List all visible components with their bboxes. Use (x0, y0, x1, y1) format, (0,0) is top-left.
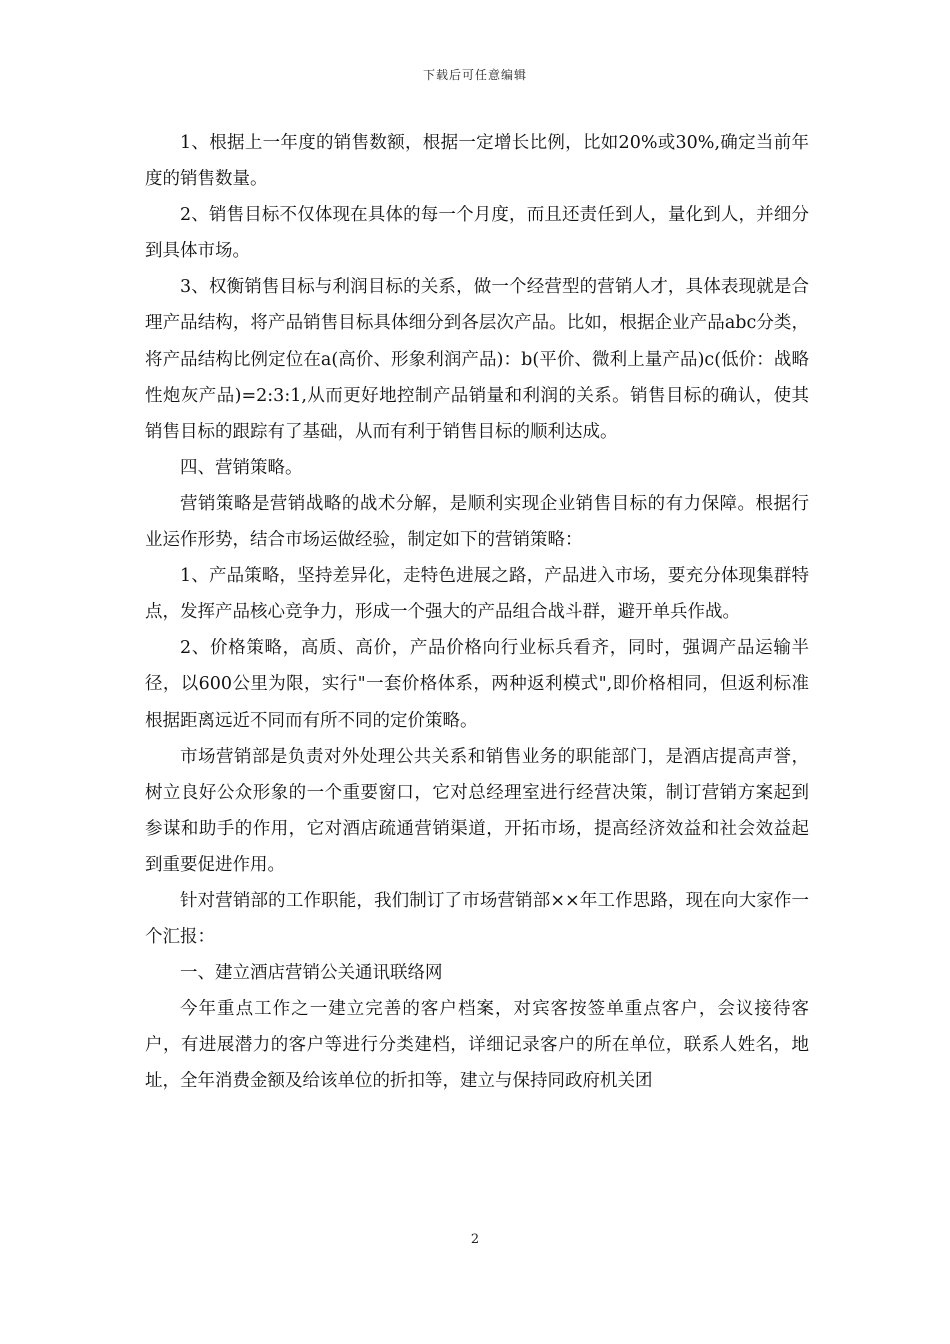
paragraph-sales-target-3: 3、权衡销售目标与利润目标的关系，做一个经营型的营销人才，具体表现就是合理产品结构，将产品销售目标具体细分到各层次产品。比如，根据企业产品abc分类，将产品结构比例定位在a(高价、形象利润产品)：b(平价、微利上量产品)c(低价：战略性炮灰产品)=2:3:1,从而更好地控制产品销量和利润的关系。销售目标的确认，使其销售目标的跟踪有了基础，从而有利于销售目标的顺利达成。 (145, 277, 809, 442)
paragraph-product-strategy: 1、产品策略，坚持差异化，走特色进展之路，产品进入市场，要充分体现集群特点，发挥产品核心竞争力，形成一个强大的产品组合战斗群，避开单兵作战。 (145, 566, 809, 623)
document-body (145, 125, 809, 1100)
paragraph-strategy-intro: 营销策略是营销战略的战术分解，是顺利实现企业销售目标的有力保障。根据行业运作形势，结合市场运做经验，制定如下的营销策略： (145, 493, 809, 551)
paragraph-marketing-department: 市场营销部是负责对外处理公共关系和销售业务的职能部门，是酒店提高声誉，树立良好公众形象的一个重要窗口，它对总经理室进行经营决策，制订营销方案起到参谋和助手的作用，它对酒店疏通营销渠道，开拓市场，提高经济效益和社会效益起到重要促进作用。 (145, 746, 809, 875)
paragraph-sales-target-1: 1、根据上一年度的销售数额，根据一定增长比例，比如20%或30%,确定当前年度的销售数量。 (145, 133, 809, 190)
paragraph-price-strategy: 2、价格策略，高质、高价，产品价格向行业标兵看齐，同时，强调产品运输半径，以600公里为限，实行"一套价格体系，两种返利模式",即价格相同，但返利标准根据距离远近不同而有所不同的定价策略。 (145, 638, 809, 731)
paragraph-customer-archive: 今年重点工作之一建立完善的客户档案，对宾客按签单重点客户，会议接待客户，有进展潜力的客户等进行分类建档，详细记录客户的所在单位，联系人姓名，地址，全年消费金额及给该单位的折扣等，建立与保持同政府机关团 (145, 999, 809, 1092)
section-heading-marketing-strategy: 四、营销策略。 (180, 457, 303, 478)
paragraph-sales-target-2: 2、销售目标不仅体现在具体的每一个月度，而且还责任到人，量化到人，并细分到具体市场。 (145, 205, 809, 262)
section-heading-network: 一、建立酒店营销公关通讯联络网 (180, 963, 443, 984)
page-number: 2 (470, 1232, 480, 1247)
paragraph-work-plan-intro: 针对营销部的工作职能，我们制订了市场营销部××年工作思路，现在向大家作一个汇报： (145, 890, 809, 948)
page-header: 下载后可任意编辑 (422, 68, 527, 82)
